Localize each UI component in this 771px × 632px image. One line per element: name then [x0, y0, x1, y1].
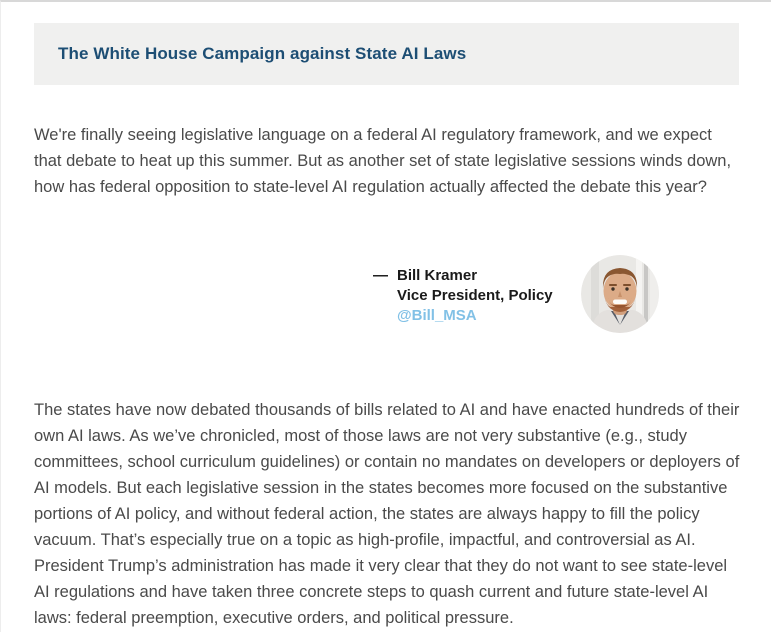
article-content [1, 23, 771, 631]
avatar-photo-illustration [581, 255, 659, 333]
page-title: The White House Campaign against State AI Laws [58, 44, 467, 63]
body-paragraph: The states have now debated thousands of bills related to AI and have enacted hundreds of their own AI laws. As we’ve chronicled, most of those laws are not very substantive (e.g., study committees, school curriculum guidelines) or contain no mandates on developers or deployers of AI models. But each legislative session in the states becomes more focused on the substantive portions of AI policy, and without federal action, the states are always happy to fill the policy vacuum. That’s especially true on a topic as high-profile, impactful, and controversial as AI. President Trump’s administration has made it very clear that they do not want to see state-level AI regulations and have taken three concrete steps to quash current and future state-level AI laws: federal preemption, executive orders, and political pressure. [34, 401, 740, 627]
intro-paragraph: We're finally seeing legislative language on a federal AI regulatory framework, and we expect that debate to heat up this summer. But as another set of state legislative sessions winds down, how has federal opposition to state-level AI regulation actually affected the debate this year? [34, 126, 732, 196]
author-twitter-handle[interactable]: @Bill_MSA [397, 307, 477, 324]
author-info [397, 266, 567, 326]
attribution-dash: — [373, 267, 388, 284]
author-avatar [581, 255, 659, 333]
author-role: Vice President, Policy [397, 287, 553, 304]
author-name: Bill Kramer [397, 267, 478, 284]
author-attribution [373, 266, 739, 356]
section-header-bar [34, 23, 739, 85]
